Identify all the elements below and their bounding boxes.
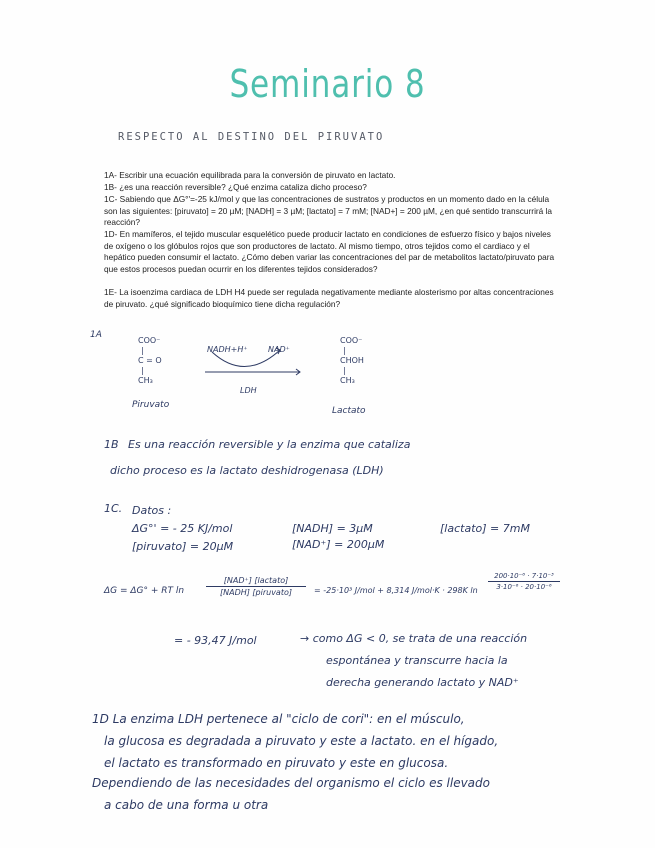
lactato-value: [lactato] = 7mM (440, 522, 530, 535)
section-subtitle: RESPECTO AL DESTINO DEL PIRUVATO (118, 131, 385, 143)
conclusion-line3: derecha generando lactato y NAD⁺ (326, 676, 519, 689)
answer-1b-label: 1B (104, 438, 119, 451)
lactate-line: | (343, 346, 346, 355)
page-title: Seminario 8 (229, 62, 426, 106)
nad-value: [NAD⁺] = 200µM (292, 538, 385, 551)
pyruvate-name: Piruvato (132, 400, 170, 410)
cofactor-nadh: NADH+H⁺ (207, 345, 248, 354)
lactate-name: Lactato (332, 406, 366, 416)
answer-1d-line5: a cabo de una forma u otra (104, 798, 269, 812)
lactate-structure (340, 336, 364, 386)
answer-1b-line1: Es una reacción reversible y la enzima que cataliza (128, 438, 411, 451)
question-1d: 1D- En mamíferos, el tejido muscular esquelético puede producir lactato en condiciones de esfuerzo físico y bajos niveles de oxígeno o los glóbulos rojos que son productores de lactato. Al mismo tiempo, otros tejidos como el cardiaco y el hepático pueden consumir el lactato. ¿Cómo deben variar las concentraciones del par de metabolitos lactato/piruvato para que estos procesos puedan ocurrir en los diferentes tejidos considerados? (104, 229, 555, 274)
pyruvate-line: C = O (138, 356, 162, 365)
substitution-fraction (488, 572, 560, 591)
equation-fraction (206, 576, 306, 597)
substitution-denominator: 3·10⁻⁶ · 20·10⁻⁶ (496, 583, 552, 591)
lactate-line: | (343, 366, 346, 375)
dg0-value: ΔG°' = - 25 KJ/mol (132, 522, 233, 535)
conclusion-line2: espontánea y transcurre hacia la (326, 654, 508, 667)
pyruvate-structure (138, 336, 162, 386)
answer-1c-label: 1C. (104, 502, 123, 515)
question-1b: 1B- ¿es una reacción reversible? ¿Qué enzima cataliza dicho proceso? (104, 182, 367, 192)
equation-substitution: = -25·10³ J/mol + 8,314 J/mol·K · 298K ln (314, 586, 478, 595)
piruvato-value: [piruvato] = 20µM (132, 540, 234, 553)
fraction-bar (206, 586, 306, 587)
conclusion-line1: → como ΔG < 0, se trata de una reacción (300, 632, 528, 645)
pyruvate-line: | (141, 346, 144, 355)
answer-1d-line3: el lactato es transformado en piruvato y este en glucosa. (104, 756, 449, 770)
pyruvate-line: COO⁻ (138, 336, 161, 345)
question-1e: 1E- La isoenzima cardiaca de LDH H4 puede ser regulada negativamente mediante alosterismo por altas concentraciones de piruvato. ¿qué significado bioquímico tiene dicha regulación? (104, 287, 554, 309)
equation-numerator: [NAD⁺] [lactato] (223, 576, 289, 585)
answer-1d-line2: la glucosa es degradada a piruvato y este a lactato. en el hígado, (104, 734, 499, 748)
lactate-line: CH₃ (340, 376, 355, 385)
nadh-value: [NADH] = 3µM (292, 522, 373, 535)
lactate-line: COO⁻ (340, 336, 363, 345)
equation-denominator: [NADH] [piruvato] (220, 588, 292, 597)
question-1a: 1A- Escribir una ecuación equilibrada para la conversión de piruvato en lactato. (104, 170, 396, 180)
answer-1b-line2: dicho proceso es la lactato deshidrogenasa (LDH) (110, 464, 384, 477)
answer-1d-line4: Dependiendo de las necesidades del organismo el ciclo es llevado (92, 776, 490, 790)
answer-1d-line1: 1D La enzima LDH pertenece al "ciclo de cori": en el músculo, (92, 712, 465, 726)
result-value: = - 93,47 J/mol (174, 634, 257, 647)
datos-label: Datos : (132, 504, 172, 517)
lactate-line: CHOH (340, 356, 364, 365)
reaction-arrow-icon (200, 342, 310, 382)
enzyme-label: LDH (240, 386, 257, 395)
answer-1a-label: 1A (90, 330, 102, 340)
pyruvate-line: | (141, 366, 144, 375)
substitution-numerator: 200·10⁻⁶ · 7·10⁻³ (494, 572, 554, 580)
fraction-bar (488, 581, 560, 582)
pyruvate-line: CH₃ (138, 376, 153, 385)
equation-left: ΔG = ΔG° + RT ln (104, 586, 185, 596)
cofactor-nad: NAD⁺ (268, 345, 290, 354)
question-1c: 1C- Sabiendo que ΔG°'=-25 kJ/mol y que las concentraciones de sustratos y productos en un momento dado en la célula son las siguientes: [piruvato] = 20 µM; [NADH] = 3 µM; [lactato] = 7 mM; [NAD+] = 200 µM, ¿en qué sentido transcurrirá la reacción? (104, 194, 553, 228)
